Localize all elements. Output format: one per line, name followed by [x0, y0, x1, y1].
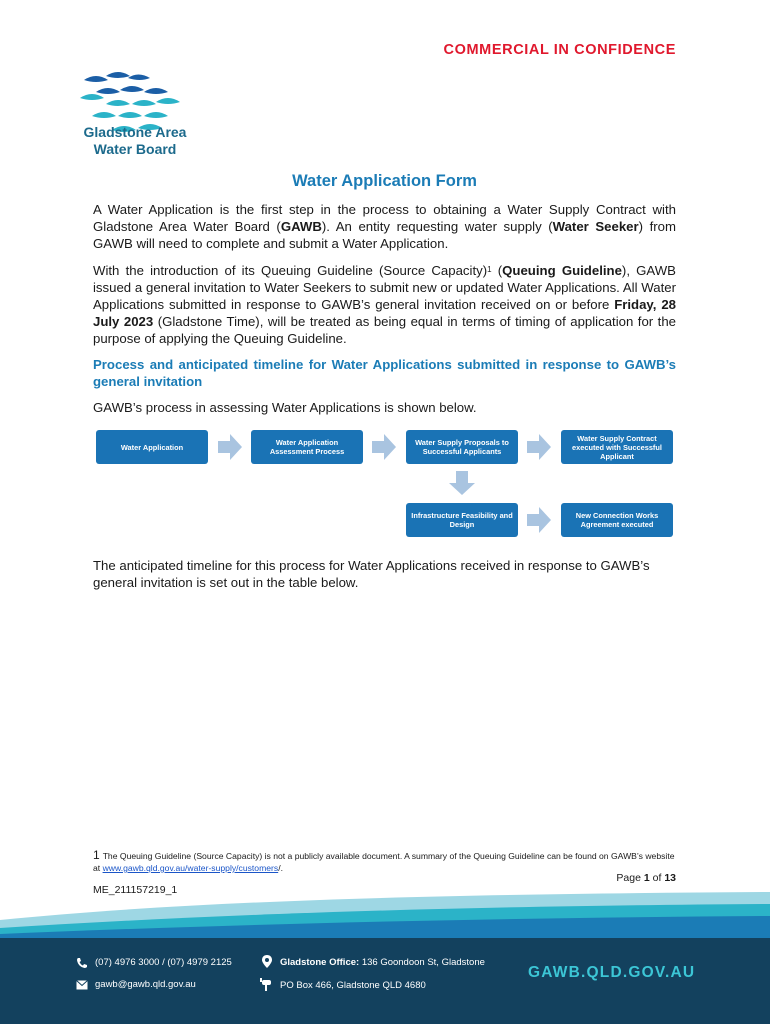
flow-step-connection-works: New Connection Works Agreement executed — [561, 503, 673, 537]
section-heading: Process and anticipated timeline for Water Applications submitted in response to GAWB’s general invitation — [93, 357, 676, 389]
phone-icon — [76, 957, 88, 969]
intro-paragraph-2: With the introduction of its Queuing Guideline (Source Capacity)$^1$ (Queuing Guideline), GAWB issued a general invitation to Water Seekers to submit new or updated Water Applications. All Water Applications submitted in response to GAWB’s general invitation received on or before Friday, 28 July 2023 (Gladstone Time), will be treated as being equal in terms of timing of application for the purpose of applying the Queuing Guideline. — [93, 263, 677, 346]
arrow-down-icon — [449, 471, 475, 495]
page-number: Page 1 of 13 — [616, 872, 676, 884]
customers-link[interactable]: www.gawb.qld.gov.au/water-supply/customers — [102, 863, 279, 873]
document-id: ME_211157219_1 — [93, 884, 178, 896]
location-pin-icon — [262, 955, 272, 968]
footer-po-box: PO Box 466, Gladstone QLD 4680 — [280, 980, 426, 991]
footer-phone: (07) 4976 3000 / (07) 4979 2125 — [95, 957, 232, 968]
arrow-right-icon — [218, 434, 242, 460]
arrow-right-icon — [527, 507, 551, 533]
flow-step-water-application: Water Application — [96, 430, 208, 464]
confidential-label: COMMERCIAL IN CONFIDENCE — [443, 42, 676, 58]
flow-step-contract: Water Supply Contract executed with Successful Applicant — [561, 430, 673, 464]
email-icon — [76, 980, 88, 990]
footnote: 1 The Queuing Guideline (Source Capacity) is not a publicly available document. A summary of the Queuing Guideline can be found on GAWB’s website at www.gawb.qld.gov.au/water-supply/customers/. — [93, 848, 675, 873]
footer-website[interactable]: GAWB.QLD.GOV.AU — [528, 964, 696, 981]
flow-step-assessment: Water Application Assessment Process — [251, 430, 363, 464]
logo-line-1: Gladstone Area — [83, 124, 187, 140]
page-title: Water Application Form — [292, 172, 477, 190]
footnote-ref: 1 — [487, 265, 492, 274]
process-intro: GAWB’s process in assessing Water Applications is shown below. — [93, 400, 477, 415]
flow-step-proposals: Water Supply Proposals to Successful Applicants — [406, 430, 518, 464]
mailbox-icon — [260, 978, 272, 991]
timeline-paragraph: The anticipated timeline for this process for Water Applications received in response to GAWB’s general invitation is set out in the table below. — [93, 558, 650, 590]
logo-line-2: Water Board — [93, 141, 177, 157]
flow-step-infrastructure: Infrastructure Feasibility and Design — [406, 503, 518, 537]
arrow-right-icon — [527, 434, 551, 460]
arrow-right-icon — [372, 434, 396, 460]
intro-paragraph-1: A Water Application is the first step in the process to obtaining a Water Supply Contract with Gladstone Area Water Board (GAWB). An entity requesting water supply (Water Seeker) from GAWB will need to complete and submit a Water Application. — [93, 202, 676, 251]
footer-email: gawb@gawb.qld.gov.au — [95, 979, 196, 990]
logo-wordmark — [60, 124, 210, 158]
footer-office: Gladstone Office: 136 Goondoon St, Gladstone — [280, 957, 485, 968]
footnote-number: 1 — [93, 848, 100, 862]
